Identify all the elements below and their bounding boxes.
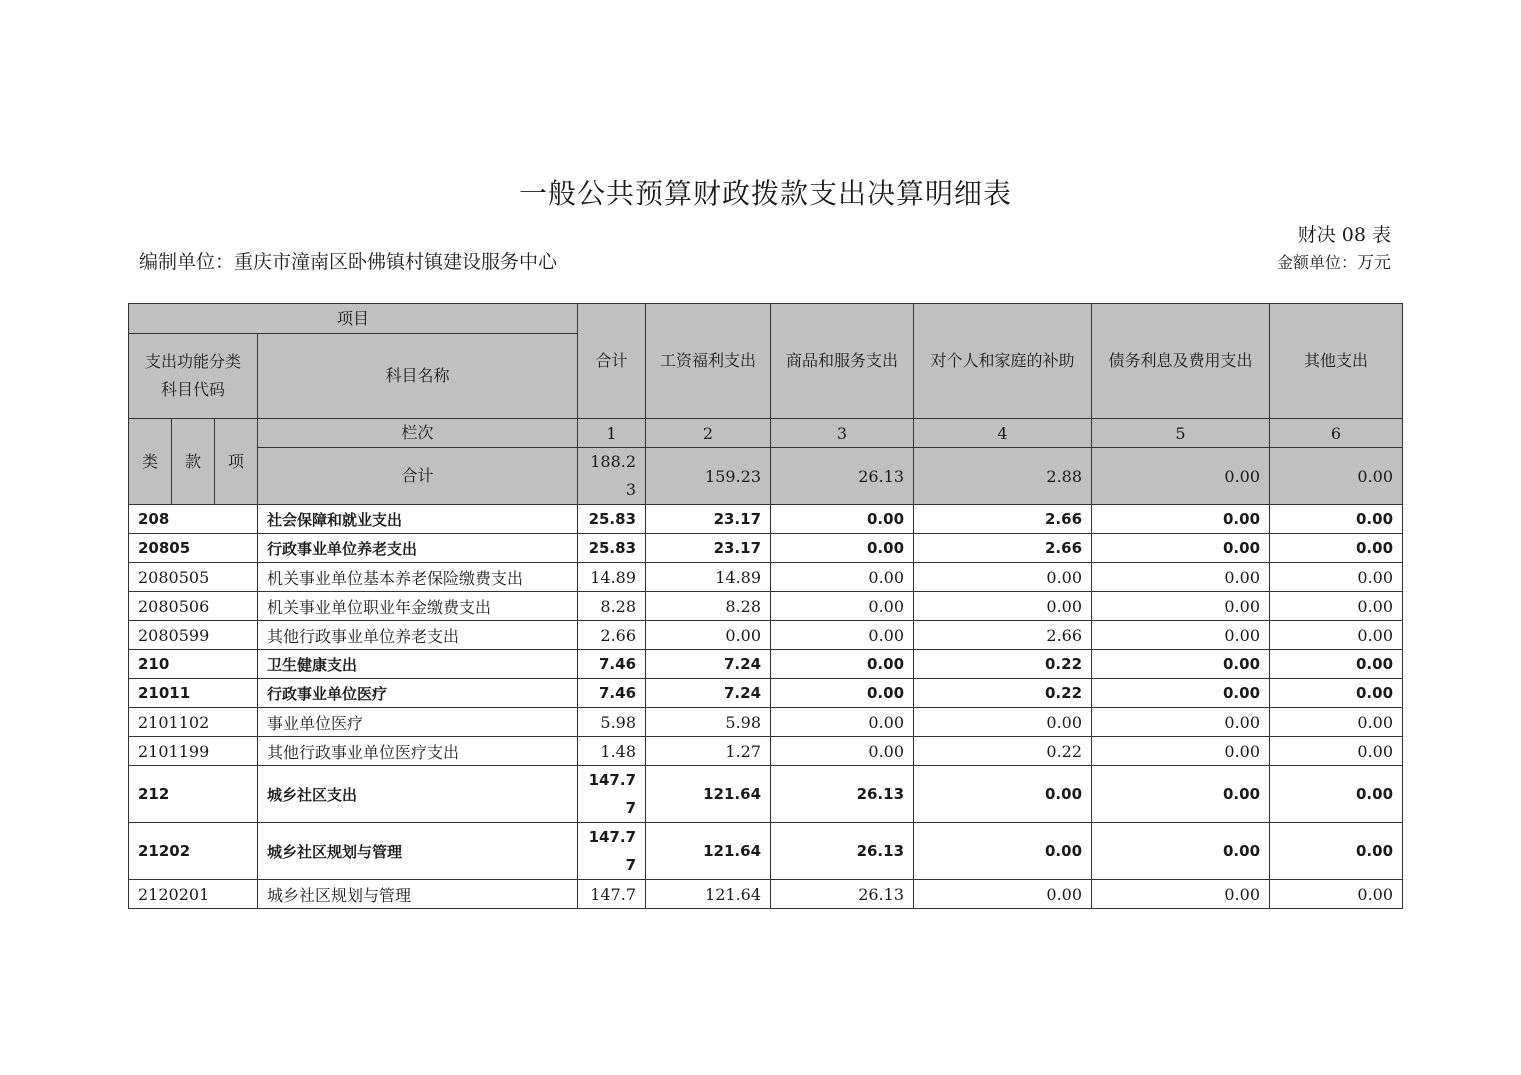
amount-cell: 25.83 [578,505,646,534]
header-total: 合计 [578,304,646,419]
subject-name: 城乡社区规划与管理 [258,880,578,909]
amount-cell: 0.00 [1270,621,1403,650]
amount-cell: 0.22 [914,679,1092,708]
total-cell: 159.23 [646,448,771,505]
subject-code: 210 [129,650,258,679]
amount-cell: 5.98 [646,708,771,737]
table-row [129,621,1403,650]
amount-cell: 147.77 [578,823,646,880]
amount-cell: 0.00 [1270,766,1403,823]
amount-cell: 23.17 [646,534,771,563]
amount-cell: 0.00 [771,621,914,650]
amount-cell: 0.00 [1092,563,1270,592]
amount-cell: 2.66 [914,534,1092,563]
compiling-unit: 编制单位：重庆市潼南区卧佛镇村镇建设服务中心 [139,251,558,273]
table-row [129,880,1403,909]
amount-cell: 25.83 [578,534,646,563]
amount-cell: 0.00 [1092,650,1270,679]
table-row [129,592,1403,621]
amount-cell: 121.64 [646,766,771,823]
table-row [129,563,1403,592]
total-label: 合计 [258,448,578,505]
table-row [129,650,1403,679]
amount-cell: 7.46 [578,650,646,679]
amount-cell: 1.27 [646,737,771,766]
amount-cell: 0.00 [1270,563,1403,592]
subject-name: 事业单位医疗 [258,708,578,737]
amount-cell: 0.00 [914,592,1092,621]
amount-cell: 0.22 [914,737,1092,766]
subject-code: 2101102 [129,708,258,737]
amount-cell: 0.00 [1092,823,1270,880]
total-cell: 26.13 [771,448,914,505]
subject-code: 2101199 [129,737,258,766]
report-title: 一般公共预算财政拨款支出决算明细表 [518,177,1012,210]
subject-code: 212 [129,766,258,823]
amount-cell: 2.66 [914,621,1092,650]
amount-cell: 0.00 [1270,737,1403,766]
subject-code: 208 [129,505,258,534]
table-header [129,304,1403,505]
header-kuan: 款 [172,419,215,505]
table-row [129,823,1403,880]
amount-cell: 0.22 [914,650,1092,679]
header-debt: 债务利息及费用支出 [1092,304,1270,419]
amount-cell: 7.24 [646,679,771,708]
amount-cell: 7.46 [578,679,646,708]
amount-cell: 0.00 [771,534,914,563]
amount-cell: 0.00 [771,563,914,592]
amount-cell: 121.64 [646,880,771,909]
amount-cell: 0.00 [1270,880,1403,909]
subject-name: 机关事业单位基本养老保险缴费支出 [258,563,578,592]
amount-cell: 14.89 [578,563,646,592]
amount-cell: 0.00 [914,823,1092,880]
amount-cell: 1.48 [578,737,646,766]
amount-cell: 147.77 [578,766,646,823]
header-salary: 工资福利支出 [646,304,771,419]
amount-cell: 0.00 [1092,766,1270,823]
amount-cell: 0.00 [1270,708,1403,737]
amount-cell: 0.00 [1092,679,1270,708]
table-row [129,679,1403,708]
amount-cell: 0.00 [1270,505,1403,534]
amount-cell: 147.7 [578,880,646,909]
amount-cell: 7.24 [646,650,771,679]
amount-cell: 0.00 [1270,592,1403,621]
amount-cell: 0.00 [771,592,914,621]
subject-name: 城乡社区规划与管理 [258,823,578,880]
subject-code: 21011 [129,679,258,708]
table-body [129,505,1403,909]
column-number: 4 [914,419,1092,448]
subject-code: 2120201 [129,880,258,909]
amount-unit-label: 金额单位： [1276,253,1357,272]
subject-name: 机关事业单位职业年金缴费支出 [258,592,578,621]
column-number-label: 栏次 [258,419,578,448]
header-other: 其他支出 [1270,304,1403,419]
amount-cell: 14.89 [646,563,771,592]
subject-name: 行政事业单位养老支出 [258,534,578,563]
amount-cell: 0.00 [646,621,771,650]
amount-cell: 0.00 [771,505,914,534]
amount-cell: 0.00 [1092,505,1270,534]
amount-cell: 0.00 [771,708,914,737]
expenditure-table [128,303,1403,909]
amount-cell: 2.66 [578,621,646,650]
total-cell: 2.88 [914,448,1092,505]
amount-cell: 26.13 [771,766,914,823]
subject-name: 其他行政事业单位医疗支出 [258,737,578,766]
total-cell: 0.00 [1092,448,1270,505]
total-cell: 0.00 [1270,448,1403,505]
table-row [129,737,1403,766]
amount-cell: 8.28 [578,592,646,621]
table-row [129,505,1403,534]
subject-name: 其他行政事业单位养老支出 [258,621,578,650]
amount-cell: 121.64 [646,823,771,880]
amount-cell: 0.00 [1092,880,1270,909]
subject-name: 社会保障和就业支出 [258,505,578,534]
total-cell: 188.23 [578,448,646,505]
column-number: 6 [1270,419,1403,448]
subject-code: 2080505 [129,563,258,592]
amount-cell: 0.00 [1092,621,1270,650]
subject-name: 城乡社区支出 [258,766,578,823]
amount-cell: 8.28 [646,592,771,621]
amount-cell: 26.13 [771,823,914,880]
table-row [129,766,1403,823]
header-func-code: 支出功能分类科目代码 [129,334,258,419]
amount-cell: 26.13 [771,880,914,909]
amount-cell: 0.00 [771,737,914,766]
subject-code: 20805 [129,534,258,563]
subject-name: 卫生健康支出 [258,650,578,679]
amount-cell: 0.00 [1270,823,1403,880]
amount-cell: 0.00 [771,650,914,679]
amount-cell: 0.00 [1270,679,1403,708]
amount-cell: 0.00 [771,679,914,708]
header-item: 项目 [129,304,578,334]
total-row [129,448,1403,505]
amount-cell: 0.00 [1270,534,1403,563]
table-row [129,708,1403,737]
subject-name: 行政事业单位医疗 [258,679,578,708]
amount-cell: 0.00 [1092,534,1270,563]
header-goods: 商品和服务支出 [771,304,914,419]
amount-cell: 0.00 [1270,650,1403,679]
amount-cell: 0.00 [914,766,1092,823]
header-xiang: 项 [215,419,258,505]
subject-code: 2080599 [129,621,258,650]
amount-cell: 0.00 [1092,737,1270,766]
header-subject-name: 科目名称 [258,334,578,419]
amount-cell: 0.00 [914,708,1092,737]
amount-cell: 2.66 [914,505,1092,534]
amount-cell: 0.00 [914,880,1092,909]
table-row [129,534,1403,563]
header-personal: 对个人和家庭的补助 [914,304,1092,419]
column-number: 1 [578,419,646,448]
amount-cell: 0.00 [1092,708,1270,737]
column-number: 5 [1092,419,1270,448]
amount-cell: 0.00 [914,563,1092,592]
amount-cell: 5.98 [578,708,646,737]
subject-code: 21202 [129,823,258,880]
subject-code: 2080506 [129,592,258,621]
amount-unit [1270,249,1391,277]
amount-cell: 23.17 [646,505,771,534]
column-number: 2 [646,419,771,448]
amount-unit-value: 万元 [1357,253,1391,273]
column-number: 3 [771,419,914,448]
amount-cell: 0.00 [1092,592,1270,621]
form-number: 财决 08 表 [1297,224,1391,246]
header-lei: 类 [129,419,172,505]
